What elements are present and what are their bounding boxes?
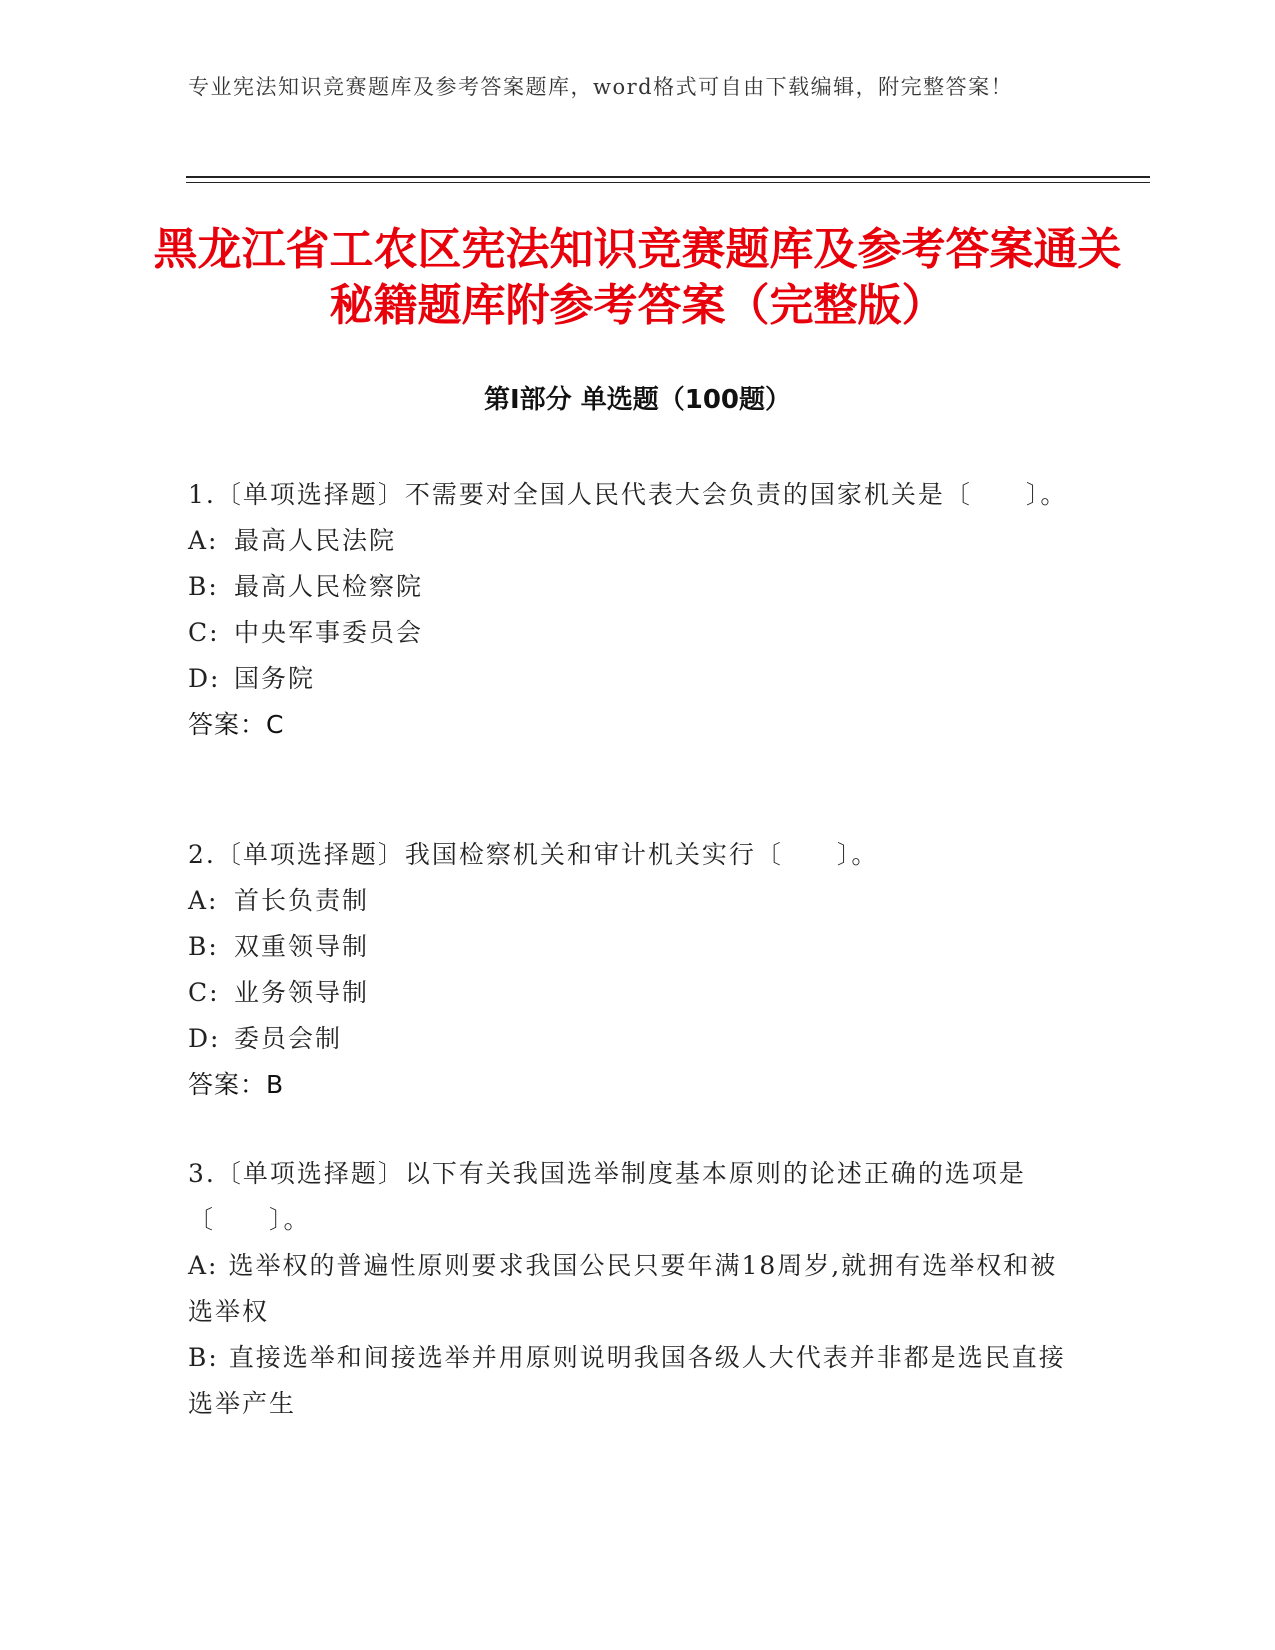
option-text: 中央军事委员会	[234, 618, 424, 647]
option-b	[188, 564, 1068, 610]
section-heading: 第Ⅰ部分 单选题（100题）	[484, 385, 791, 415]
option-a	[188, 1243, 1068, 1335]
option-letter: A:	[188, 1251, 219, 1280]
option-text: 最高人民检察院	[234, 572, 424, 601]
header-rule-thick	[186, 176, 1150, 178]
header-rule-thin	[186, 182, 1150, 183]
document-title: 黑龙江省工农区宪法知识竞赛题库及参考答案通关秘籍题库附参考答案（完整版）	[153, 224, 1122, 331]
option-a	[188, 518, 1068, 564]
option-b	[188, 1335, 1068, 1427]
question-stem: 1.〔单项选择题〕不需要对全国人民代表大会负责的国家机关是〔 〕。	[188, 480, 1068, 509]
option-letter: C:	[188, 618, 220, 647]
option-letter: B:	[188, 1343, 219, 1372]
option-d	[188, 656, 1068, 702]
option-letter: A:	[188, 886, 219, 915]
option-c	[188, 610, 1068, 656]
option-letter: B:	[188, 572, 219, 601]
option-text: 业务领导制	[234, 978, 370, 1007]
option-text: 双重领导制	[234, 932, 370, 961]
answer-line: 答案：C	[188, 710, 285, 739]
option-text: 选举权的普遍性原则要求我国公民只要年满18周岁,就拥有选举权和被选举权	[188, 1251, 1058, 1326]
option-text: 首长负责制	[234, 886, 370, 915]
option-letter: A:	[188, 526, 219, 555]
question-2	[188, 832, 1068, 1108]
option-text: 委员会制	[234, 1024, 343, 1053]
header-note: 专业宪法知识竞赛题库及参考答案题库，word格式可自由下载编辑，附完整答案！	[188, 75, 1014, 99]
question-stem: 3.〔单项选择题〕以下有关我国选举制度基本原则的论述正确的选项是〔 〕。	[188, 1159, 1026, 1234]
option-c	[188, 970, 1068, 1016]
question-1	[188, 472, 1068, 748]
option-b	[188, 924, 1068, 970]
question-stem: 2.〔单项选择题〕我国检察机关和审计机关实行〔 〕。	[188, 840, 879, 869]
option-text: 最高人民法院	[234, 526, 397, 555]
option-letter: B:	[188, 932, 219, 961]
option-a	[188, 878, 1068, 924]
option-text: 国务院	[234, 664, 316, 693]
answer-line: 答案：B	[188, 1070, 285, 1099]
option-letter: D:	[188, 1024, 221, 1053]
question-3	[188, 1151, 1068, 1427]
option-d	[188, 1016, 1068, 1062]
option-letter: D:	[188, 664, 221, 693]
option-text: 直接选举和间接选举并用原则说明我国各级人大代表并非都是选民直接选举产生	[188, 1343, 1066, 1418]
option-letter: C:	[188, 978, 220, 1007]
